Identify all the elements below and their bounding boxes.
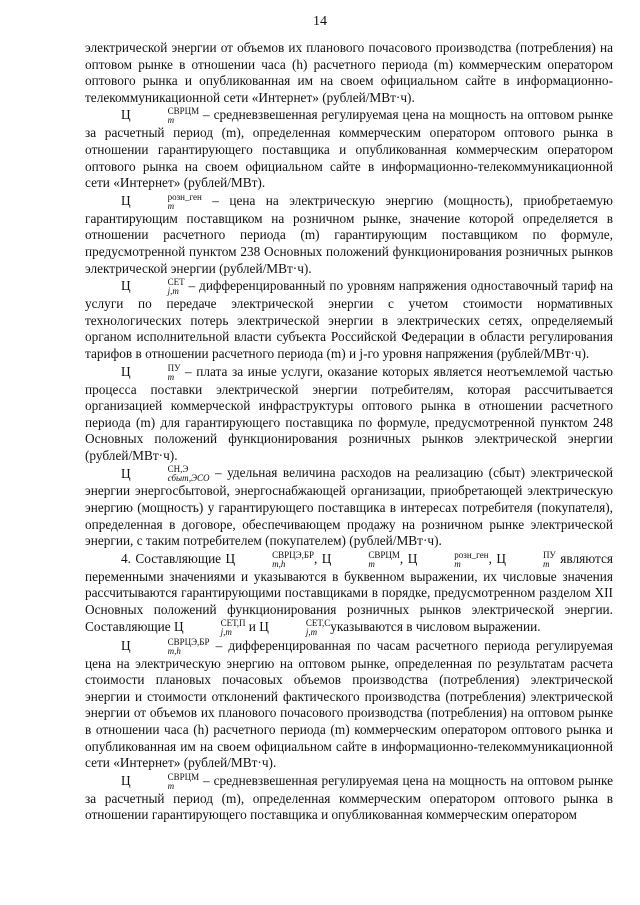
symbol-c-rozn-gen: Ц розн_ген m [121,191,202,211]
symbol-c-pu-2: Ц ПУ m [496,549,556,569]
symbol-c-svrcm: Ц СВРЦМ m [121,106,200,126]
symbol-c-svrcm-2: Ц СВРЦМ m [321,549,400,569]
paragraph-svrce-br-definition: Ц СВРЦЭ,БР m,h – дифференцированная по часам расчетного периода регулируемая цена на электрическую энергию на оптовом рынке, определенная по результатам расчета стоимости плановых почасовых объемов производства (потребления) электрической энергии и стоимости отклонений фактического производства (потребления) электрической энергии от объемов их планового почасового производства (потребления) на оптовом рынке в отношении часа (h) расчетного периода (m) коммерческим оператором оптового рынка и опубликованная им на своем официальном сайте в информационно-телекоммуникационной сети «Интернет» (рублей/МВт·ч). [85,636,613,771]
paragraph-continuation: электрической энергии от объемов их планового почасового производства (потребления) на оптовом рынке в отношении часа (h) расчетного периода (m) коммерческим оператором оптового рынка и опубликованная им на своем официальном сайте в информационно-телекоммуникационной сети «Интернет» (рублей/МВт·ч). [85,40,613,105]
paragraph-pu-definition: Ц ПУ m – плата за иные услуги, оказание которых является неотъемлемой частью процесса поставки электрической энергии потребителям, которая рассчитывается организацией коммерческой инфраструктуры оптового рынка в отношении расчетного периода (m) для гарантирующего поставщика по формуле, предусмотренной пунктом 248 Основных положений функционирования розничных рынков электрической энергии (рублей/МВт·ч). [85,362,613,463]
symbol-c-rozn-gen-2: Ц розн_ген m [407,549,489,569]
paragraph-sbyt-definition: Ц СН,Э сбыт,ЭСО – удельная величина расходов на реализацию (сбыт) электрической энергии энергосбытовой, энергоснабжающей организации, приобретающей электрическую энергию (мощность) у гарантирующего поставщика в интересах потребителя (покупателя), определенная в договоре, обеспечивающем продажу на розничном рынке электрической энергии, с таким потребителем (покупателем) (рублей/МВт·ч). [85,464,613,549]
paragraph-svrcm-definition-2: Ц СВРЦМ m – средневзвешенная регулируемая цена на мощность на оптовом рынке за расчетный период (m), определенная коммерческим оператором оптового рынка в отношении гарантирующего поставщика и опубликованная коммерческим оператором [85,771,613,823]
symbol-c-set-p: Ц СЕТ,П j,m [174,617,246,637]
symbol-c-pu: Ц ПУ m [121,362,181,382]
symbol-c-svrce-br-2: Ц СВРЦЭ,БР m,h [121,636,210,656]
symbol-c-set: Ц СЕТ j,m [121,277,185,297]
paragraph-rozn-gen-definition: Ц розн_ген m – цена на электрическую энергию (мощность), приобретаемую гарантирующим поставщиком на розничном рынке, значение которой определяется в отношении расчетного периода (m) гарантирующим поставщиком по формуле, предусмотренной пунктом 238 Основных положений функционирования розничных рынков электрической энергии (рублей/МВт·ч). [85,191,613,276]
paragraph-set-definition: Ц СЕТ j,m – дифференцированный по уровням напряжения одноставочный тариф на услуги по передаче электрической энергии с учетом стоимости нормативных технологических потерь электрической энергии в электрических сетях, определяемый органом исполнительной власти субъекта Российской Федерации в области регулирования тарифов в отношении расчетного периода (m) и j-го уровня напряжения (рублей/МВт·ч). [85,277,613,361]
paragraph-svrcm-definition: Ц СВРЦМ m – средневзвешенная регулируемая цена на мощность на оптовом рынке за расчетный период (m), определенная коммерческим оператором оптового рынка в отношении гарантирующего поставщика и опубликованная коммерческим оператором оптового рынка на своем официальном сайте в информационно-телекоммуникационной сети «Интернет» (рублей/МВт). [85,106,613,191]
symbol-c-set-s: Ц СЕТ,С j,m [259,617,331,637]
symbol-c-svrce-br: Ц СВРЦЭ,БР m,h [225,549,315,569]
document-body [85,40,613,825]
page-number: 14 [313,14,327,29]
paragraph-section-4: 4. Составляющие Ц СВРЦЭ,БР m,h , Ц СВРЦМ m , Ц розн_ген m , Ц ПУ m являются переменными значениями и указываются в буквенном выражении, их числовые значения рассчитываются гарантирующими поставщиками в порядке, предусмотренном разделом XII Основных положений функционирования розничных рынков электрической энергии. Составляющие Ц СЕТ,П j,m и Ц СЕТ,С j,m указываются в числовом выражении. [85,549,613,637]
symbol-c-svrcm-3: Ц СВРЦМ m [121,771,200,791]
symbol-c-sbyt: Ц СН,Э сбыт,ЭСО [121,464,210,484]
